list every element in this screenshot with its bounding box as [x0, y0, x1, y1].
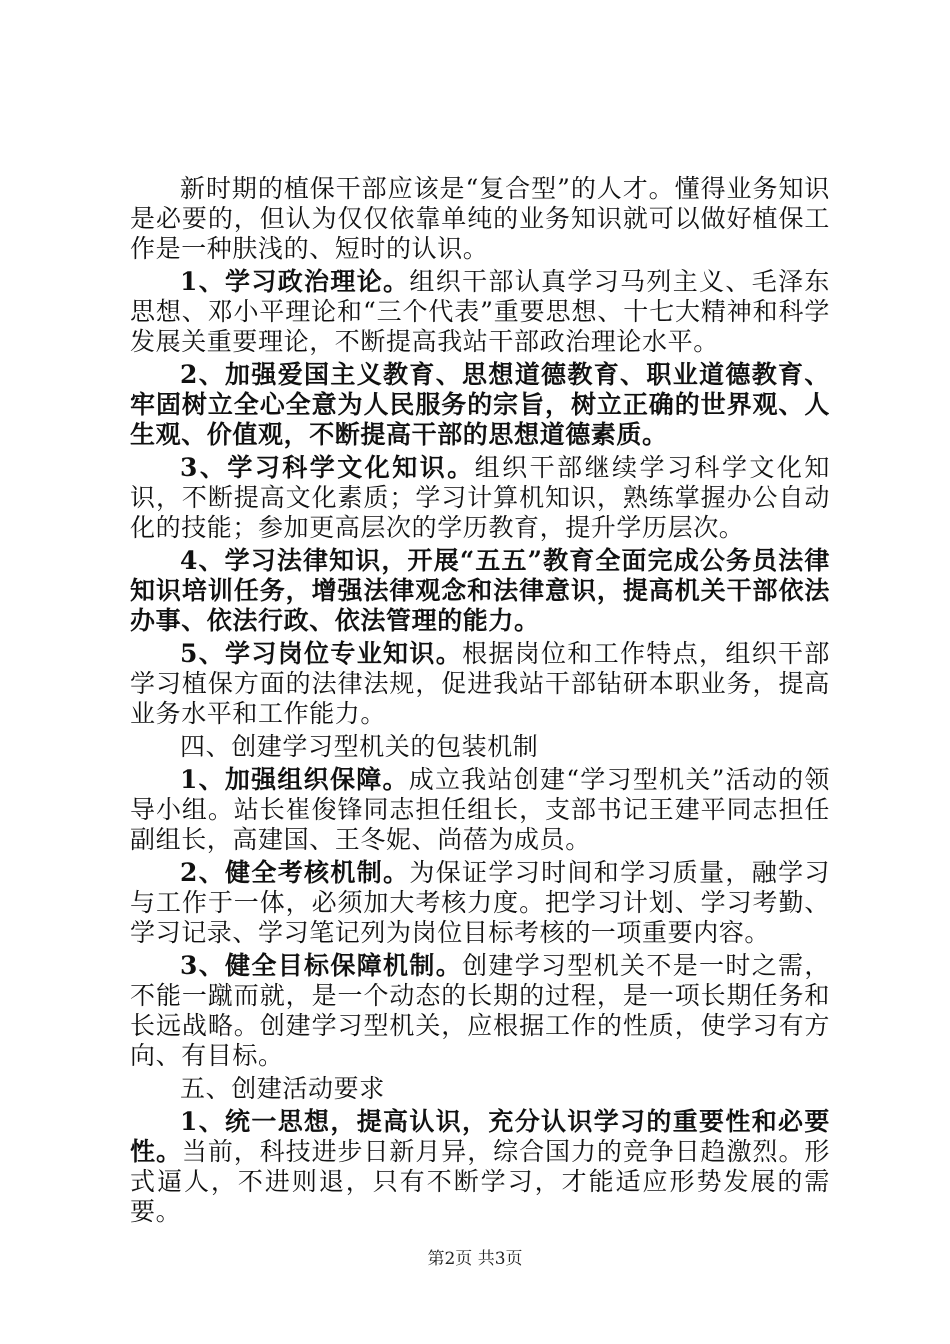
paragraph-lead: 3、学习科学文化知识。 [180, 453, 475, 482]
paragraph-text: 根据岗位和工作特点，组织干部学习植保方面的法律法规，促进我站干部钻研本职业务，提高业务水平和工作能力。 [130, 639, 830, 728]
paragraph-text: 成立我站创建“学习型机关”活动的领导小组。站长崔俊锋同志担任组长，支部书记王建平同志担任副组长，高建国、王冬妮、尚蓓为成员。 [130, 765, 831, 854]
paragraph-political-theory [130, 267, 830, 357]
section-heading-4 [130, 732, 830, 762]
paragraph-professional-knowledge [130, 639, 830, 729]
paragraph-assessment [130, 858, 830, 948]
paragraph-text: 组织干部继续学习科学文化知识，不断提高文化素质；学习计算机知识，熟练掌握办公自动化的技能；参加更高层次的学历教育，提升学历层次。 [130, 453, 830, 542]
paragraph-science-culture [130, 453, 830, 543]
paragraph-lead: 2、健全考核机制。 [180, 858, 410, 887]
paragraph-text: 组织干部认真学习马列主义、毛泽东思想、邓小平理论和“三个代表”重要思想、十七大精神和科学发展关重要理论，不断提高我站干部政治理论水平。 [130, 267, 831, 356]
paragraph-organization [130, 765, 830, 855]
paragraph-lead: 1、统一思想，提高认识，充分认识学习的重要性和必要性。 [130, 1107, 830, 1166]
section-heading-text: 五、创建活动要求 [180, 1074, 385, 1103]
paragraph-text: 为保证学习时间和学习质量，融学习与工作于一体，必须加大考核力度。把学习计划、学习考勤、学习记录、学习笔记列为岗位目标考核的一项重要内容。 [130, 858, 831, 947]
paragraph-law-knowledge [130, 546, 830, 636]
paragraph-text: 新时期的植保干部应该是“复合型”的人才。懂得业务知识是必要的，但认为仅仅依靠单纯的业务知识就可以做好植保工作是一种肤浅的、短时的认识。 [130, 174, 830, 263]
paragraph-target-guarantee [130, 951, 830, 1071]
section-heading-5 [130, 1074, 830, 1104]
document-body [130, 174, 830, 1230]
paragraph-lead: 1、学习政治理论。 [180, 267, 410, 296]
paragraph-patriotic-education [130, 360, 830, 450]
paragraph-lead: 3、健全目标保障机制。 [180, 951, 463, 980]
paragraph-intro [130, 174, 830, 264]
paragraph-lead: 1、加强组织保障。 [180, 765, 409, 794]
paragraph-text: 当前，科技进步日新月异，综合国力的竞争日趋激烈。形式逼人，不进则退，只有不断学习，才能适应形势发展的需要。 [130, 1137, 830, 1226]
paragraph-lead: 2、加强爱国主义教育、思想道德教育、职业道德教育、牢固树立全心全意为人民服务的宗旨，树立正确的世界观、人生观、价值观，不断提高干部的思想道德素质。 [130, 360, 830, 449]
paragraph-text: 创建学习型机关不是一时之需，不能一蹴而就，是一个动态的长期的过程，是一项长期任务和长远战略。创建学习型机关，应根据工作的性质，使学习有方向、有目标。 [130, 951, 830, 1070]
paragraph-lead: 5、学习岗位专业知识。 [180, 639, 463, 668]
page-footer: 第2页 共3页 [427, 1249, 523, 1269]
section-heading-text: 四、创建学习型机关的包装机制 [180, 732, 539, 761]
paragraph-unify-thinking [130, 1107, 830, 1227]
paragraph-lead: 4、学习法律知识，开展“五五”教育全面完成公务员法律知识培训任务，增强法律观念和法律意识，提高机关干部依法办事、依法行政、依法管理的能力。 [130, 546, 830, 635]
